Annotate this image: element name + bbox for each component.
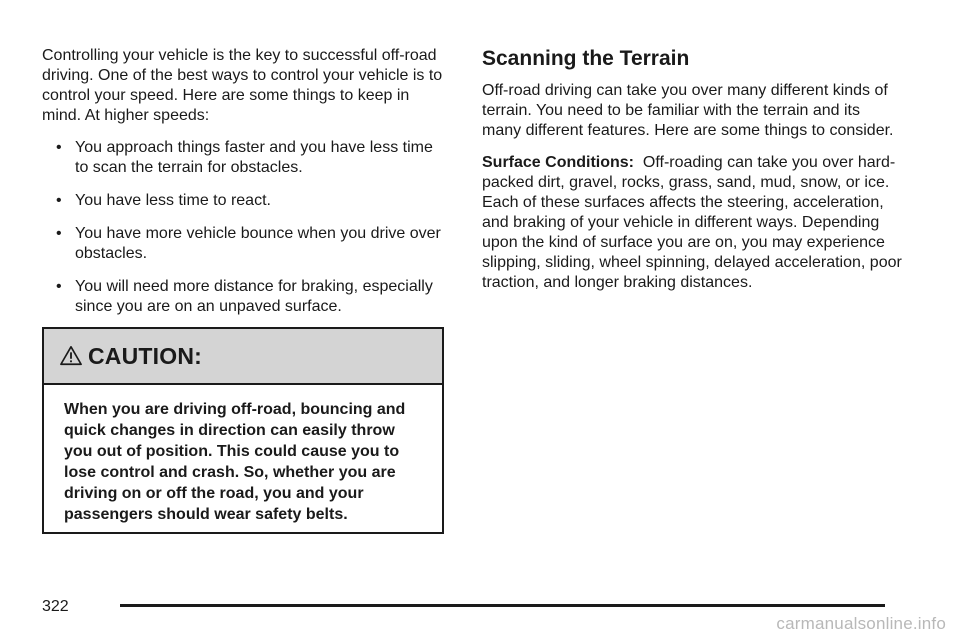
footer-rule bbox=[120, 604, 885, 607]
watermark: carmanualsonline.info bbox=[776, 614, 946, 633]
section-heading: Scanning the Terrain bbox=[482, 47, 690, 70]
surface-conditions-paragraph bbox=[482, 153, 902, 293]
caution-title: CAUTION: bbox=[88, 342, 203, 369]
speed-bullet-list bbox=[42, 138, 447, 317]
page-number: 322 bbox=[42, 598, 69, 615]
warning-triangle-icon bbox=[60, 345, 82, 367]
intro-paragraph: Controlling your vehicle is the key to successful off-road driving. One of the best ways to control your vehicle is to control your speed. Here are some things to keep in mind. At higher speeds: bbox=[42, 47, 443, 124]
bullet-item: • You will need more distance for braking, especially since you are on an unpaved surface. bbox=[42, 277, 447, 317]
surface-conditions-text: Off-roading can take you over hard-packed dirt, gravel, rocks, grass, sand, mud, snow, or ice. Each of these surfaces affects the steering, acceleration, and braking of your vehicle in different ways. Depending upon the kind of surface you are on, you may experience slipping, sliding, wheel spinning, delayed acceleration, poor traction, and longer braking distances. bbox=[482, 154, 902, 291]
caution-box bbox=[42, 327, 444, 534]
terrain-paragraph: Off-road driving can take you over many different kinds of terrain. You need to be familiar with the terrain and its many different features. Here are some things to consider. bbox=[482, 82, 894, 139]
bullet-item: • You approach things faster and you have less time to scan the terrain for obstacles. bbox=[42, 138, 447, 178]
left-column bbox=[42, 46, 447, 330]
right-column bbox=[482, 46, 902, 305]
surface-conditions-term: Surface Conditions: bbox=[482, 154, 635, 171]
caution-header bbox=[44, 329, 442, 385]
bullet-item: • You have less time to react. bbox=[42, 191, 447, 211]
caution-text: When you are driving off-road, bouncing and quick changes in direction can easily throw you out of position. This could cause you to lose control and crash. So, whether you are driving on or off the road, you and your passengers should wear safety belts. bbox=[64, 401, 406, 523]
bullet-item: • You have more vehicle bounce when you drive over obstacles. bbox=[42, 224, 447, 264]
